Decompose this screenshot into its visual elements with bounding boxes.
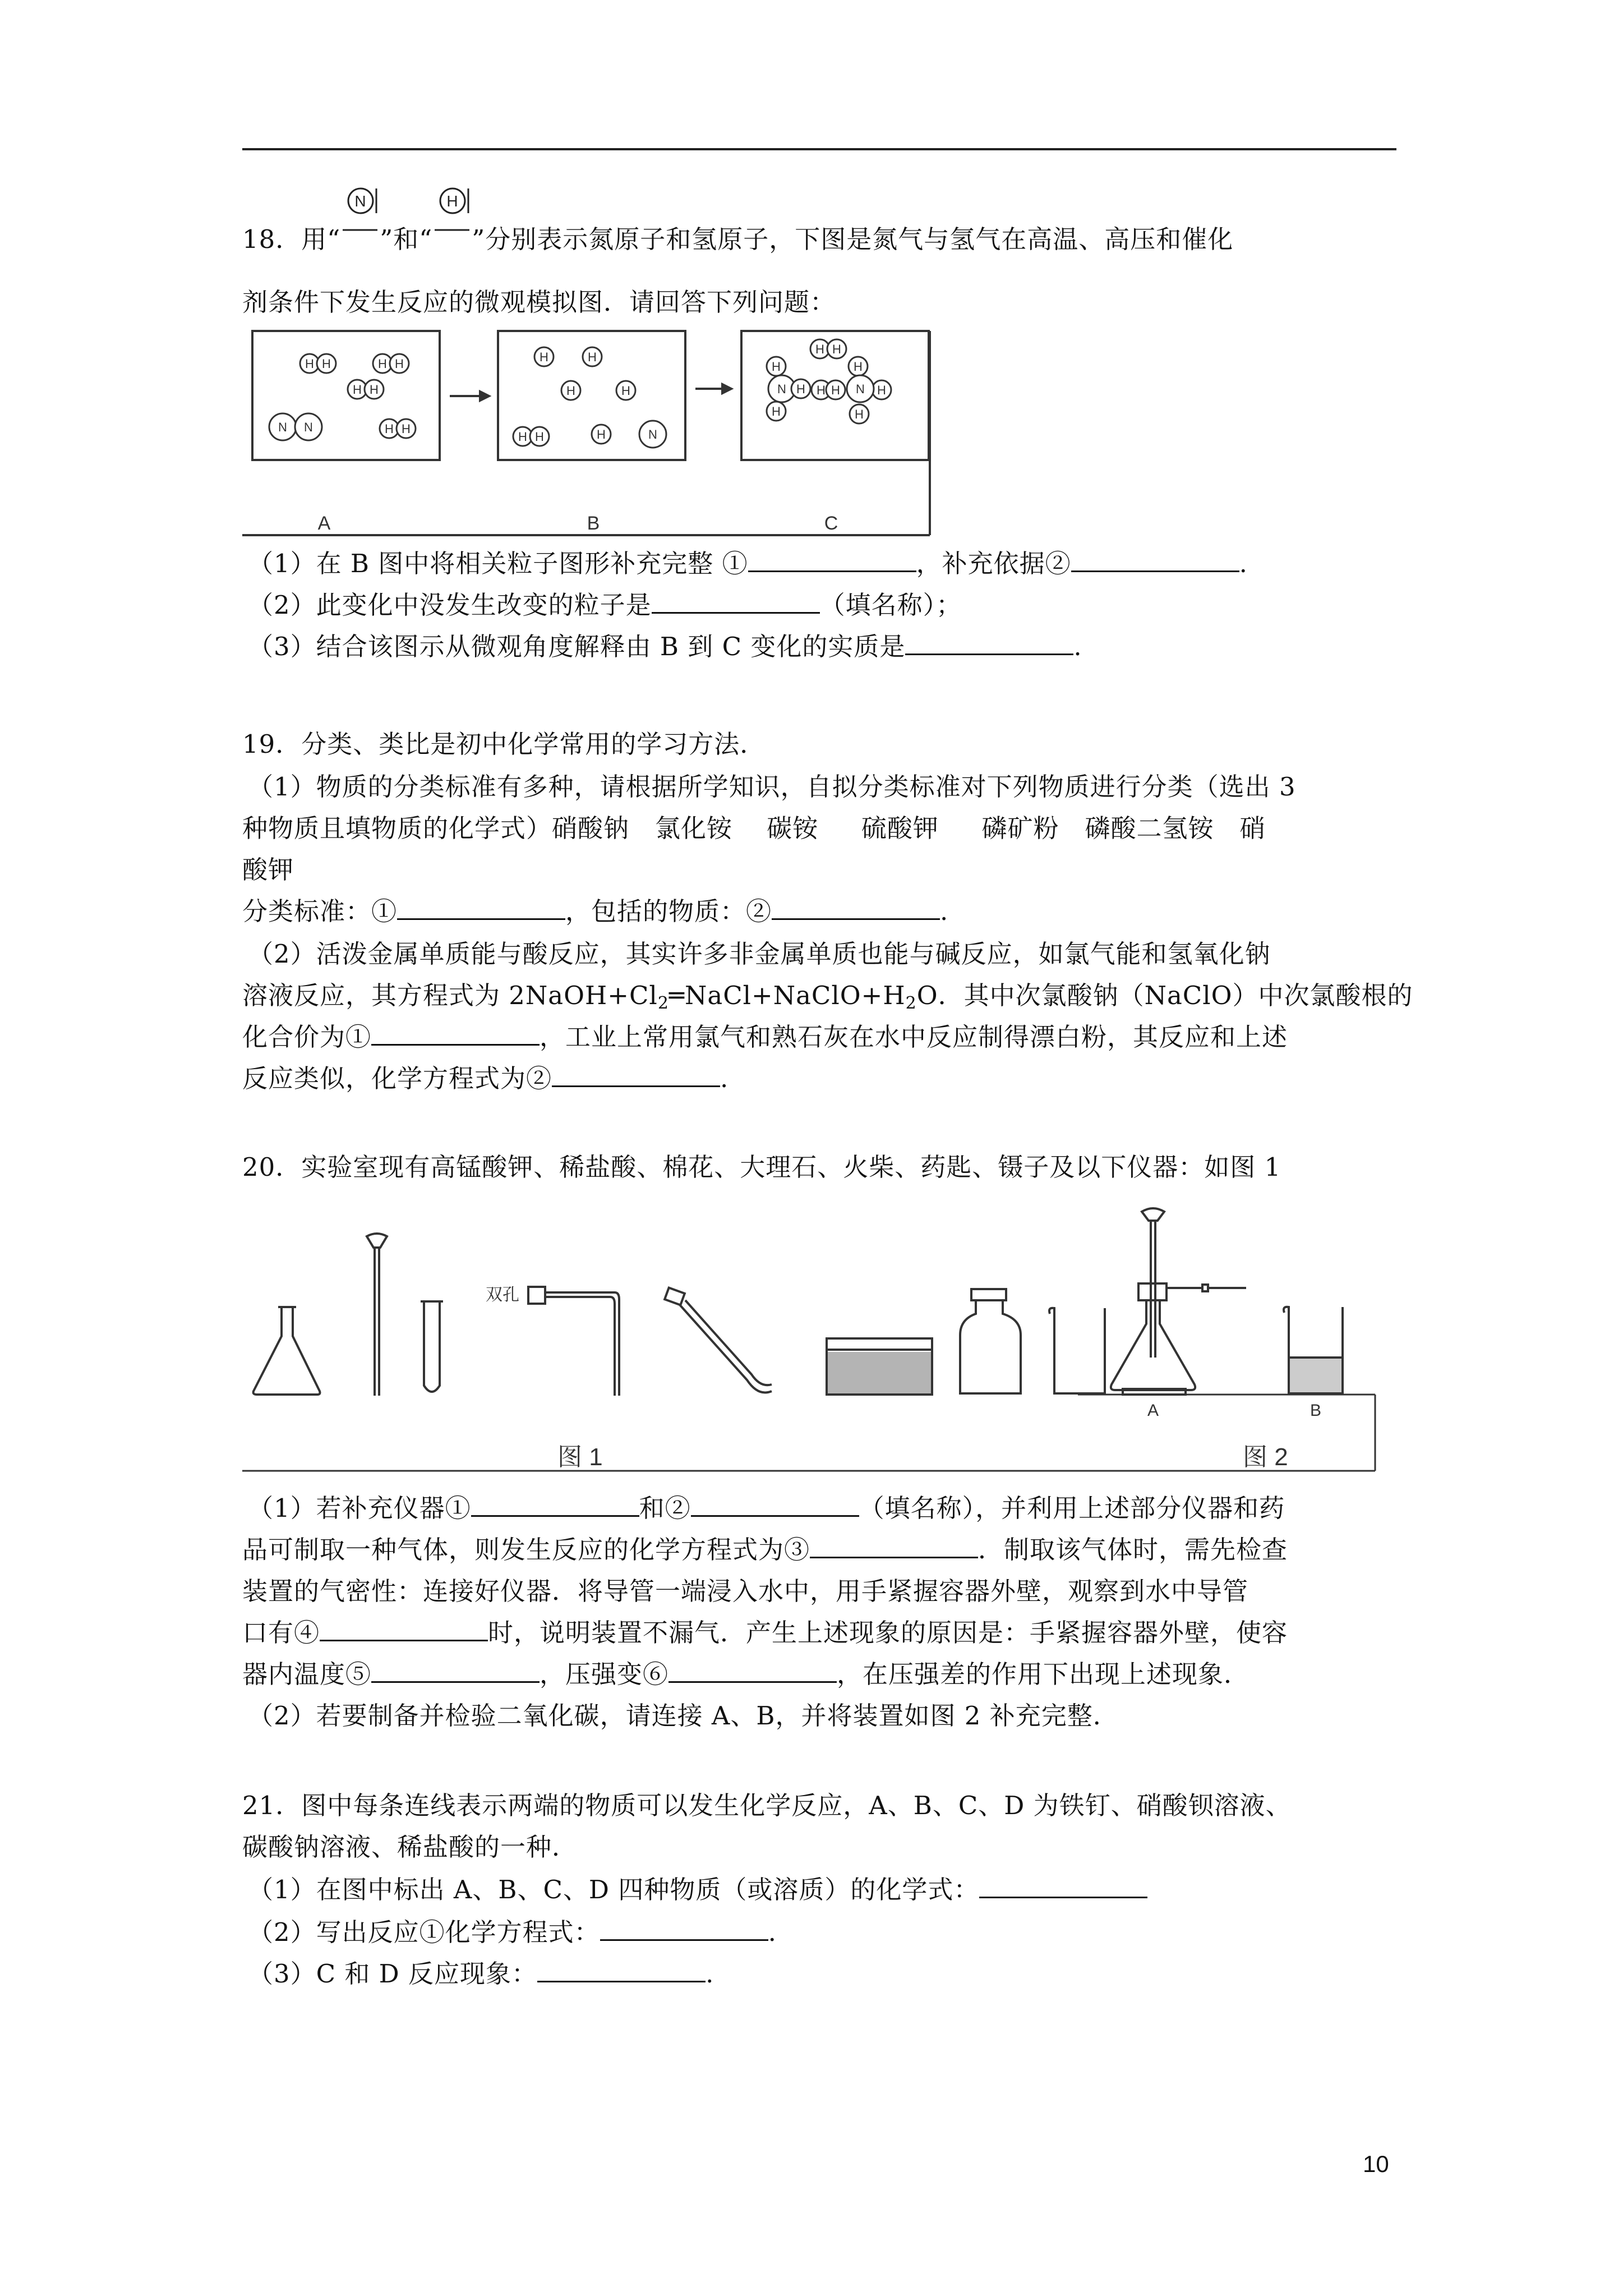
answer-blank[interactable] — [691, 1493, 859, 1517]
answer-blank[interactable] — [1071, 548, 1239, 572]
svg-text:H: H — [817, 383, 826, 397]
stopper-label: 双孔 — [486, 1286, 519, 1304]
answer-blank[interactable] — [979, 1874, 1147, 1898]
svg-text:H: H — [353, 383, 362, 397]
q20-line1: （1）若补充仪器① 和② （填名称），并利用上述部分仪器和药 — [248, 1493, 1285, 1523]
page-number: 10 — [1363, 2151, 1389, 2177]
hydrogen-symbol-text: H — [446, 192, 459, 210]
svg-text:H: H — [370, 383, 379, 397]
q18-sub1: （1）在 B 图中将相关粒子图形补充完整 ① ，补充依据② . — [248, 549, 1248, 578]
svg-text:H: H — [378, 357, 387, 371]
header-rule — [242, 148, 1396, 150]
gas-collecting-bottle-icon — [960, 1289, 1021, 1393]
panel-label-a: A — [317, 513, 331, 534]
svg-text:N: N — [304, 420, 313, 434]
answer-blank[interactable] — [552, 1063, 720, 1087]
q20-line5: 器内温度⑤ ，压强变⑥ ，在压强差的作用下出现上述现象． — [242, 1659, 1250, 1689]
svg-text:H: H — [588, 350, 597, 364]
bent-delivery-tube-icon — [665, 1288, 772, 1393]
q21-sub3: （3）C 和 D 反应现象： . — [248, 1959, 714, 1989]
svg-text:N: N — [278, 420, 287, 434]
beaker-b-liquid — [1290, 1359, 1341, 1392]
figure-2-label: 图 2 — [1243, 1443, 1288, 1471]
svg-text:H: H — [597, 427, 606, 441]
q18-line2: 剂条件下发生反应的微观模拟图．请回答下列问题： — [242, 287, 836, 317]
reaction-micro-model-diagram — [242, 324, 938, 543]
svg-text:H: H — [566, 384, 575, 398]
q19-title: 19．分类、类比是初中化学常用的学习方法． — [242, 729, 766, 759]
answer-blank[interactable] — [748, 548, 916, 572]
svg-text:H: H — [854, 360, 863, 374]
panel-label-b: B — [587, 513, 600, 534]
svg-text:N: N — [856, 382, 865, 396]
answer-blank[interactable] — [810, 1534, 978, 1558]
svg-text:H: H — [395, 357, 404, 371]
svg-text:H: H — [518, 430, 527, 444]
answer-blank[interactable] — [652, 590, 820, 614]
svg-text:H: H — [385, 422, 394, 436]
svg-text:N: N — [648, 427, 657, 441]
nitrogen-atom-symbol — [340, 192, 380, 248]
beaker-icon — [1049, 1308, 1105, 1393]
svg-text:H: H — [540, 350, 548, 364]
q20-line2: 品可制取一种气体，则发生反应的化学方程式为③ ．制取该气体时，需先检查 — [242, 1535, 1288, 1565]
svg-text:H: H — [305, 357, 314, 371]
svg-text:H: H — [535, 430, 544, 444]
svg-text:H: H — [772, 404, 781, 418]
svg-text:H: H — [322, 357, 331, 371]
arrow-a-to-b-head — [480, 392, 489, 401]
svg-text:H: H — [815, 342, 824, 356]
apparatus-label-a: A — [1147, 1401, 1159, 1420]
q21-line2: 碳酸钠溶液、稀盐酸的一种． — [242, 1832, 578, 1862]
hydrogen-atom-symbol — [432, 192, 472, 248]
q20-line3: 装置的气密性：连接好仪器．将导管一端浸入水中，用手紧握容器外壁，观察到水中导管 — [242, 1576, 1249, 1606]
answer-blank[interactable] — [471, 1493, 639, 1517]
answer-blank[interactable] — [772, 896, 940, 920]
q19-sub1-line3: 酸钾 — [242, 855, 294, 885]
apparatus-label-b: B — [1310, 1401, 1322, 1420]
q19-classification-line: 分类标准：① ，包括的物质：② . — [242, 896, 949, 926]
q20-line4: 口有④ 时，说明装置不漏气．产生上述现象的原因是：手紧握容器外壁，使容 — [242, 1618, 1288, 1648]
nitrogen-symbol-text: N — [354, 192, 367, 210]
svg-text:N: N — [777, 382, 786, 396]
q21-sub2: （2）写出反应①化学方程式： . — [248, 1917, 777, 1947]
conical-flask-icon — [253, 1307, 320, 1395]
svg-text:H: H — [831, 383, 840, 397]
answer-blank[interactable] — [600, 1917, 768, 1941]
q19-sub1-line2: 种物质且填物质的化学式）硝酸钠 氯化铵 碳铵 硫酸钾 磷矿粉 磷酸二氢铵 硝 — [242, 813, 1266, 843]
answer-blank[interactable] — [668, 1659, 837, 1683]
answer-blank[interactable] — [537, 1958, 706, 1982]
test-tube-icon — [421, 1301, 443, 1392]
answer-blank[interactable] — [371, 1022, 540, 1046]
q19-sub2-line1: （2）活泼金属单质能与酸反应，其实许多非金属单质也能与碱反应，如氯气能和氢氧化钠 — [248, 939, 1271, 969]
q20-title: 20．实验室现有高锰酸钾、稀盐酸、棉花、大理石、火柴、药匙、镊子及以下仪器：如图 1 — [242, 1152, 1281, 1182]
q19-sub2-line2: 溶液反应，其方程式为 $2NaOH+Cl_2═NaCl+NaClO+H_2O$．其中次氯酸钠（NaClO）中次氯酸根的 — [242, 981, 1413, 1013]
answer-blank[interactable] — [397, 896, 565, 920]
svg-text:H: H — [772, 360, 781, 374]
q20-line6: （2）若要制备并检验二氧化碳，请连接 A、B，并将装置如图 2 补充完整． — [248, 1701, 1119, 1731]
svg-text:H: H — [796, 382, 805, 396]
q18-intro-line: 18．用“ N ”和“ H ”分别表示氮原子和氢原子，下图是氮气与氢气在高温、高压和催化 — [242, 222, 1233, 257]
panel-label-c: C — [824, 513, 838, 534]
arrow-b-to-c-head — [722, 384, 731, 393]
answer-blank[interactable] — [905, 631, 1073, 655]
apparatus-a-icon — [1111, 1208, 1246, 1395]
q19-sub2-line4: 反应类似，化学方程式为② . — [242, 1064, 729, 1093]
svg-text:H: H — [402, 422, 411, 436]
q21-sub1: （1）在图中标出 A、B、C、D 四种物质（或溶质）的化学式： — [248, 1872, 1147, 1907]
figure-1-label: 图 1 — [557, 1443, 603, 1471]
trough-water — [828, 1352, 931, 1393]
svg-text:H: H — [855, 407, 864, 421]
q18-sub2: （2）此变化中没发生改变的粒子是 （填名称）； — [248, 590, 962, 620]
q19-sub2-line3: 化合价为① ，工业上常用氯气和熟石灰在水中反应制得漂白粉，其反应和上述 — [242, 1022, 1288, 1052]
q21-line1: 21．图中每条连线表示两端的物质可以发生化学反应，A、B、C、D 为铁钉、硝酸钡溶液、 — [242, 1791, 1292, 1820]
svg-text:H: H — [877, 383, 886, 397]
long-neck-funnel-icon — [367, 1234, 387, 1396]
q18-sub3: （3）结合该图示从微观角度解释由 B 到 C 变化的实质是 . — [248, 632, 1082, 661]
answer-blank[interactable] — [371, 1659, 540, 1683]
answer-blank[interactable] — [320, 1617, 488, 1641]
stopper-with-delivery-tube-icon — [528, 1287, 619, 1396]
svg-text:H: H — [832, 342, 841, 356]
svg-text:H: H — [621, 384, 630, 398]
lab-apparatus-figure — [242, 1189, 1381, 1481]
q19-sub1-line1: （1）物质的分类标准有多种，请根据所学知识，自拟分类标准对下列物质进行分类（选出 3 — [248, 772, 1296, 802]
